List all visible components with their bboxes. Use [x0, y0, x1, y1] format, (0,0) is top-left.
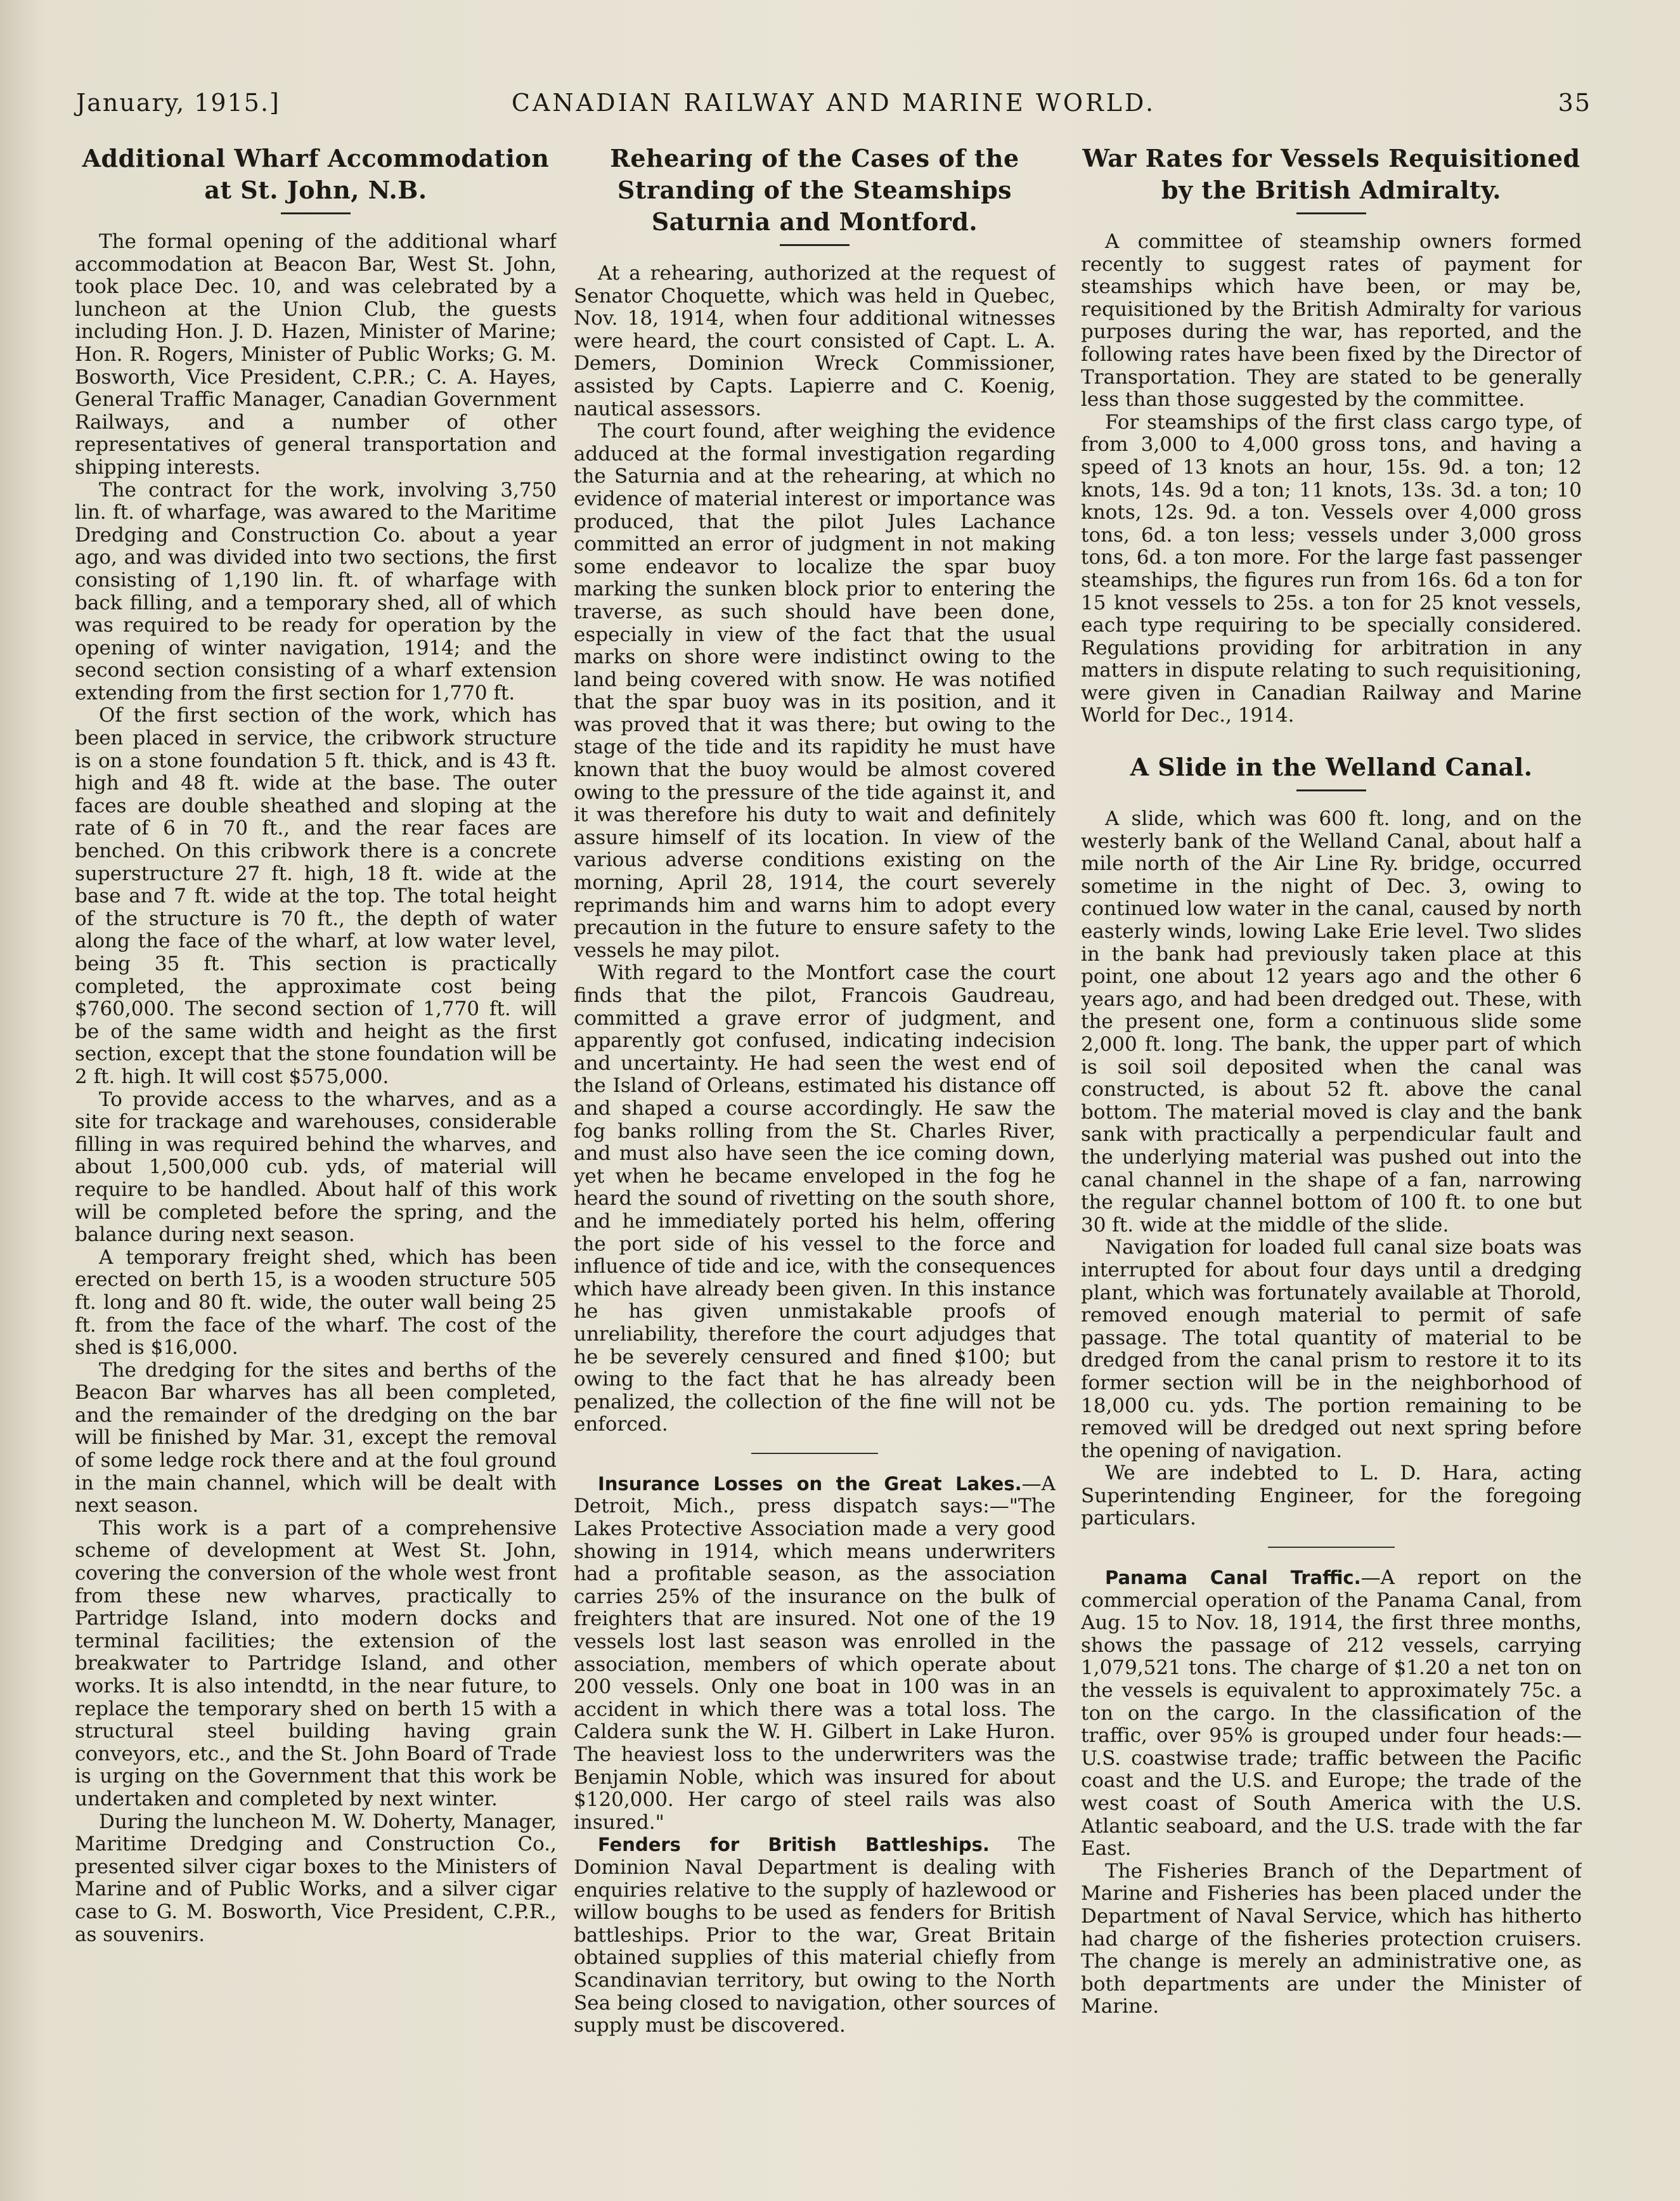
insurance-heading: Insurance Losses on the Great Lakes. — [598, 1472, 1022, 1495]
wharf-paragraph: The contract for the work, involving 3,750 lin. ft. of wharfage, was awared to the Maritime Dredging and Construction Co. about a year ago, and was divided into two sections, the first consisting of 1,190 lin. ft. of wharfage with back filling, and a temporary shed, all of which was required to be ready for operation by the opening of winter navigation, 1914; and the second section consisting of a wharf extension extending from the first section for 1,770 ft. — [75, 478, 557, 704]
welland-paragraph: A slide, which was 600 ft. long, and on the westerly bank of the Welland Canal, about half a mile north of the Air Line Ry. bridge, occurred sometime in the night of Dec. 3, owing to continued low water in the canal, caused by north easterly winds, lowing Lake Erie level. Two slides in the bank had previously taken place at this point, one about 12 years ago and the other 6 years ago, and had been dredged out. These, with the present one, form a continuous slide some 2,000 ft. long. The bank, the upper part of which is soil soil deposited when the canal was constructed, is about 52 ft. above the canal bottom. The material moved is clay and the bank sank with practically a perpendicular fault and the underlying material was pushed out into the canal channel in the shape of a fan, narrowing the regular channel bottom of 100 ft. to one but 30 ft. wide at the middle of the slide. — [1081, 807, 1582, 1237]
rehearing-title: Rehearing of the Cases of the Stranding of the Steamships Saturnia and Montford. — [610, 144, 1019, 236]
rehearing-paragraph: With regard to the Montfort case the court finds that the pilot, Francois Gaudreau, committed a grave error of judgment, and apparently got confused, indicating indecision and uncertainty. He had seen the west end of the Island of Orleans, estimated his distance off and shaped a course accordingly. He saw the fog banks rolling from the St. Charles River, and must also have seen the ice coming down, yet when he became enveloped in the fog he heard the sound of rivetting on the south shore, and he immediately ported his helm, offering the port side of his vessel to the force and influence of tide and ice, with the consequences which have already been given. In this instance he has given unmistakable proofs of unreliability, therefore the court adjudges that he be severely censured and fined $100; but owing to the fact that he has already been penalized, the collection of the fine will not be enforced. — [574, 961, 1056, 1436]
wharf-paragraph: The formal opening of the additional wharf accommodation at Beacon Bar, West St. John, took place Dec. 10, and was celebrated by a luncheon at the Union Club, the guests including Hon. J. D. Hazen, Minister of Marine; Hon. R. Rogers, Minister of Public Works; G. M. Bosworth, Vice President, C.P.R.; C. A. Hayes, General Traffic Manager, Canadian Government Railways, and a number of other representatives of general transportation and shipping interests. — [75, 230, 557, 479]
insurance-item: Insurance Losses on the Great Lakes.—A Detroit, Mich., press dispatch says:—"The Lakes Protective Association made a very good showing in 1914, which means underwriters had a profitable season, as the association carries 25% of the insurance on the bulk of freighters that are insured. Not one of the 19 vessels lost last season was enrolled in the association, members of which operate about 200 vessels. Only one boat in 100 was in an accident in which there was a total loss. The Caldera sunk the W. H. Gilbert in Lake Huron. The heaviest loss to the underwriters was the Benjamin Noble, which was insured for about $120,000. Her cargo of steel rails was also insured." — [574, 1472, 1056, 1834]
wharf-paragraph: Of the first section of the work, which has been placed in service, the cribwork structure is on a stone foundation 5 ft. thick, and is 43 ft. high and 48 ft. wide at the base. The outer faces are double sheathed and sloping at the rate of 6 in 70 ft., and the rear faces are benched. On this cribwork there is a concrete superstructure 27 ft. high, 18 ft. wide at the base and 7 ft. wide at the top. The total height of the structure is 70 ft., the depth of water along the face of the wharf, at low water level, being 35 ft. This section is practically completed, the approximate cost being $760,000. The second section of 1,770 ft. will be of the same width and height as the first section, except that the stone foundation will be 2 ft. high. It will cost $575,000. — [75, 704, 557, 1088]
column-3 — [1081, 143, 1582, 2106]
running-head — [76, 89, 1591, 127]
welland-title: A Slide in the Welland Canal. — [1130, 753, 1533, 782]
wharf-paragraph: This work is a part of a comprehensive scheme of development at West St. John, covering the conversion of the whole west front from these new wharves, practically to Partridge Island, into modern docks and terminal facilities; the extension of the breakwater to Partridge Island, and other works. It is also intendtd, in the near future, to replace the temporary shed on berth 15 with a structural steel building having grain conveyors, etc., and the St. John Board of Trade is urging on the Government that this work be undertaken and completed by next winter. — [75, 1516, 557, 1810]
wharf-paragraph: A temporary freight shed, which has been erected on berth 15, is a wooden structure 505 ft. long and 80 ft. wide, the outer wall being 25 ft. from the face of the wharf. The cost of the shed is $16,000. — [75, 1245, 557, 1360]
wharf-paragraph: During the luncheon M. W. Doherty, Manager, Maritime Dredging and Construction Co., presented silver cigar boxes to the Ministers of Marine and of Public Works, and a silver cigar case to G. M. Bosworth, Vice President, C.P.R., as souvenirs. — [75, 1810, 557, 1946]
panama-heading: Panama Canal Traffic. — [1105, 1567, 1361, 1589]
panama-text: A report on the commercial operation of the Panama Canal, from Aug. 15 to Nov. 18, 1914, the first three months, shows the passage of 212 vessels, carrying 1,079,521 tons. The charge of $1.20 a net ton on the vessels is equivalent to approximately 75c. a ton on the cargo. In the classification of the traffic, over 95% is grouped under four heads:— U.S. coastwise trade; traffic between the Pacific coast and the U.S. and Europe; the trade of the west coast of South America with the U.S. Atlantic seaboard, and the U.S. trade with the far East. — [1081, 1566, 1582, 1860]
section-divider — [1268, 1547, 1395, 1548]
fisheries-paragraph: The Fisheries Branch of the Department of Marine and Fisheries has been placed under the Department of Naval Service, which has hitherto had charge of the fisheries protection cruisers. The change is merely an administrative one, as both departments are under the Minister of Marine. — [1081, 1859, 1582, 2018]
wharf-paragraph: The dredging for the sites and berths of the Beacon Bar wharves has all been completed, and the remainder of the dredging on the bar will be finished by Mar. 31, except the removal of some ledge rock there and at the foul ground in the main channel, which will be dealt with next season. — [75, 1358, 557, 1517]
title-rule — [1296, 212, 1366, 214]
war-rates-paragraph: For steamships of the first class cargo type, of from 3,000 to 4,000 gross tons, and having a speed of 13 knots an hour, 15s. 9d. a ton; 12 knots, 14s. 9d a ton; 11 knots, 13s. 3d. a ton; 10 knots, 12s. 9d. a ton. Vessels over 4,000 gross tons, 6d. a ton less; vessels under 3,000 gross tons, 6d. a ton more. For the large fast passenger steamships, the figures run from 16s. 6d a ton for 15 knot vessels to 25s. a ton for 25 knot vessels, each type requiring to be specially considered. Regulations providing for arbitration in any matters in dispute relating to such requisitioning, were given in Canadian Railway and Marine World for Dec., 1914. — [1081, 410, 1582, 727]
title-rule — [281, 212, 351, 214]
journal-title: CANADIAN RAILWAY AND MARINE WORLD. — [511, 89, 1156, 117]
fenders-heading: Fenders for British Battleships. — [598, 1834, 990, 1856]
column-2 — [574, 143, 1056, 2106]
title-rule — [1296, 789, 1366, 791]
rehearing-paragraph: The court found, after weighing the evidence adduced at the formal investigation regarding the Saturnia and at the rehearing, at which no evidence of material interest or importance was produced, that the pilot Jules Lachance committed an error of judgment in not making some endeavor to localize the spar buoy marking the sunken block prior to entering the traverse, as such should have been done, especially in view of the fact that the usual marks on shore were indistinct owing to the land being covered with snow. He was notified that the spar buoy was in its position, and it was proved that it was there; but owing to the stage of the tide and its rapidity he must have known that the buoy would be almost covered owing to the pressure of the tide against it, and it was therefore his duty to wait and definitely assure himself of its location. In view of the various adverse conditions existing on the morning, April 28, 1914, the court severely reprimands him and warns him to adopt every precaution in the future to ensure safety to the vessels he may pilot. — [574, 420, 1056, 962]
war-rates-title: War Rates for Vessels Requisitioned by the British Admiralty. — [1082, 144, 1580, 204]
welland-paragraph: Navigation for loaded full canal size boats was interrupted for about four days until a dredging plant, which was fortunately available at Thorold, removed enough material to permit of safe passage. The total quantity of material to be dredged from the canal prism to restore it to its former section will be in the neighborhood of 18,000 cu. yds. The portion remaining to be removed will be dredged out next spring before the opening of navigation. — [1081, 1236, 1582, 1462]
page-number: 35 — [1558, 89, 1591, 117]
fenders-text: The Dominion Naval Department is dealing with enquiries relative to the supply of hazlewood or willow boughs to be used as fenders for British battleships. Prior to the war, Great Britain obtained supplies of this material chiefly from Scandinavian territory, but owing to the North Sea being closed to navigation, other sources of supply must be discovered. — [574, 1833, 1056, 2037]
issue-date: January, 1915.] — [76, 89, 280, 117]
insurance-text: A Detroit, Mich., press dispatch says:—"The Lakes Protective Association made a very good showing in 1914, which means underwriters had a profitable season, as the association carries 25% of the insurance on the bulk of freighters that are insured. Not one of the 19 vessels lost last season was enrolled in the association, members of which operate about 200 vessels. Only one boat in 100 was in an accident in which there was a total loss. The Caldera sunk the W. H. Gilbert in Lake Huron. The heaviest loss to the underwriters was the Benjamin Noble, which was insured for about $120,000. Her cargo of steel rails was also insured." — [574, 1472, 1056, 1834]
column-1 — [75, 143, 557, 2106]
welland-paragraph: We are indebted to L. D. Hara, acting Superintending Engineer, for the foregoing particulars. — [1081, 1462, 1582, 1530]
rehearing-paragraph: At a rehearing, authorized at the request of Senator Choquette, which was held in Quebec, Nov. 18, 1914, when four additional witnesses were heard, the court consisted of Capt. L. A. Demers, Dominion Wreck Commissioner, assisted by Capts. Lapierre and C. Koenig, nautical assessors. — [574, 262, 1056, 420]
fenders-item — [574, 1834, 1056, 2037]
war-rates-paragraph: A committee of steamship owners formed recently to suggest rates of payment for steamships which have been, or may be, requisitioned by the British Admiralty for various purposes during the war, has reported, and the following rates have been fixed by the Director of Transportation. They are stated to be generally less than those suggested by the committee. — [1081, 230, 1582, 412]
wharf-title: Additional Wharf Accommodation at St. John, N.B. — [82, 144, 550, 204]
panama-item: Panama Canal Traffic.—A report on the commercial operation of the Panama Canal, from Aug. 15 to Nov. 18, 1914, the first three months, shows the passage of 212 vessels, carrying 1,079,521 tons. The charge of $1.20 a net ton on the vessels is equivalent to approximately 75c. a ton on the cargo. In the classification of the traffic, over 95% is grouped under four heads:— U.S. coastwise trade; traffic between the Pacific coast and the U.S. and Europe; the trade of the west coast of South America with the U.S. Atlantic seaboard, and the U.S. trade with the far East. — [1081, 1566, 1582, 1860]
wharf-paragraph: To provide access to the wharves, and as a site for trackage and warehouses, considerable filling in was required behind the wharves, and about 1,500,000 cub. yds, of material will require to be handled. About half of this work will be completed before the spring, and the balance during next season. — [75, 1088, 557, 1247]
section-divider — [751, 1453, 878, 1454]
title-rule — [780, 244, 850, 246]
